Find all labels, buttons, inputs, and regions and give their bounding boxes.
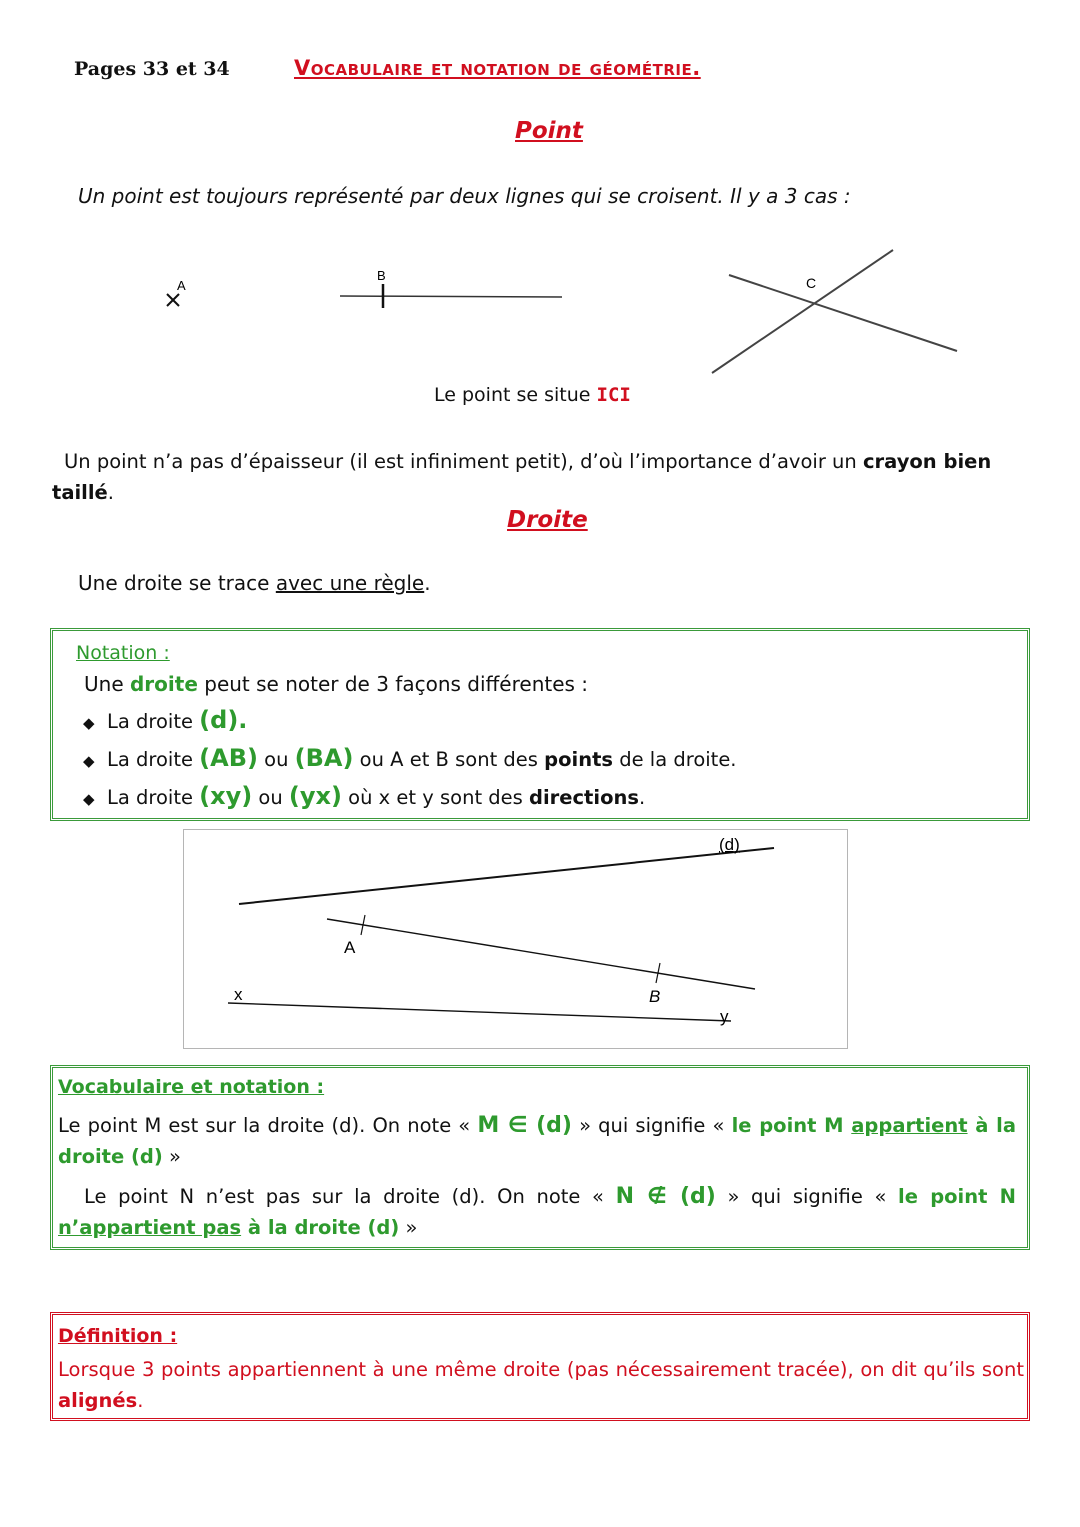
vocabulary-line-2 <box>58 1181 1016 1243</box>
vocabulary-line-1 <box>58 1110 1016 1172</box>
para-end: . <box>107 481 114 504</box>
vocabulary-heading: Vocabulaire et notation : <box>58 1076 325 1098</box>
bullet-icon: ◆ <box>83 714 95 732</box>
droite-rule <box>78 571 431 595</box>
definition-box <box>50 1312 1030 1421</box>
point-c-label: C <box>806 275 817 291</box>
item-end: . <box>638 786 646 809</box>
item-pre: La droite <box>107 748 200 771</box>
item-end: de la droite. <box>613 748 737 771</box>
point-section-title: Point <box>515 118 583 144</box>
vocab-line2-pre: Le point N n’est pas sur la droite (d). On note « <box>84 1185 616 1208</box>
droite-section-title: Droite <box>507 507 588 533</box>
line-d <box>239 848 774 904</box>
vocab-nappartient-pas: n’appartient pas <box>58 1216 242 1239</box>
definition-text <box>58 1354 1024 1416</box>
not-belongs-notation: N ∉ (d) <box>615 1184 716 1209</box>
item-mid: ou <box>252 786 289 809</box>
point-a-label-fig: A <box>344 938 356 957</box>
vocab-line1-end: » <box>162 1145 181 1168</box>
notation-intro-post: peut se noter de 3 façons différentes : <box>197 672 589 696</box>
list-item <box>83 701 737 739</box>
vocab-line1-green-end: à la droite (d) <box>58 1114 1016 1168</box>
vocab-appartient: appartient <box>851 1114 968 1137</box>
lines-figure <box>183 829 848 1049</box>
point-b-line <box>340 284 562 308</box>
line-d-label: (d) <box>719 835 740 854</box>
item-post: . <box>238 706 248 734</box>
para-bold: crayon bien taillé <box>52 450 992 504</box>
definition-body: Lorsque 3 points appartiennent à une même droite (pas nécessairement tracée), on dit qu’ils sont <box>58 1358 1024 1381</box>
definition-heading: Définition : <box>58 1325 178 1347</box>
item-notation: (xy) <box>199 782 253 810</box>
belongs-notation: M ∈ (d) <box>477 1113 572 1138</box>
vocab-line2-green-end: à la droite (d) <box>241 1216 400 1239</box>
rule-prefix: Une droite se trace <box>78 571 276 595</box>
list-item <box>83 777 737 815</box>
rule-underlined: avec une règle <box>275 571 425 595</box>
notation-intro-droite: droite <box>129 672 198 696</box>
line-ab <box>327 919 755 989</box>
vocab-line1-mid: » qui signifie « <box>571 1114 732 1137</box>
document-title: Vocabulaire et notation de géométrie. <box>294 56 701 80</box>
caption-prefix: Le point se situe <box>434 384 597 406</box>
notation-intro <box>84 672 588 696</box>
item-mid: ou <box>257 748 295 771</box>
notation-box <box>50 628 1030 821</box>
para-text: Un point n’a pas d’épaisseur (il est infiniment petit), d’où l’importance d’avoir un <box>64 450 863 473</box>
item-notation: (d) <box>199 706 239 734</box>
point-cases-figure <box>0 230 1080 380</box>
item-bold: points <box>544 748 614 771</box>
vocab-line1-green: le point M <box>731 1114 852 1137</box>
vocab-line1-pre: Le point M est sur la droite (d). On note « <box>58 1114 478 1137</box>
item-notation-alt: (BA) <box>294 744 354 772</box>
point-intro: Un point est toujours représenté par deux lignes qui se croisent. Il y a 3 cas : <box>78 184 851 208</box>
direction-y-label: y <box>720 1007 729 1026</box>
notation-intro-pre: Une <box>84 672 130 696</box>
vocabulary-box <box>50 1065 1030 1250</box>
rule-end: . <box>424 571 431 595</box>
point-b-label-fig: B <box>649 987 661 1006</box>
item-post: où x et y sont des <box>341 786 530 809</box>
point-a-label: A <box>177 278 186 293</box>
page-numbers: Pages 33 et 34 <box>74 58 230 80</box>
point-c-lines <box>712 250 957 373</box>
notation-heading: Notation : <box>76 642 170 664</box>
definition-end: . <box>137 1389 144 1412</box>
lines-figure-svg <box>184 830 847 1048</box>
item-bold: directions <box>529 786 639 809</box>
direction-x-label: x <box>234 985 243 1004</box>
point-caption <box>434 384 631 406</box>
item-pre: La droite <box>107 710 200 733</box>
bullet-icon: ◆ <box>83 752 95 770</box>
item-post: ou A et B sont des <box>353 748 545 771</box>
definition-alignes: alignés <box>58 1389 138 1412</box>
item-notation-alt: (yx) <box>288 782 342 810</box>
item-pre: La droite <box>107 786 200 809</box>
point-b-label: B <box>377 268 386 283</box>
item-notation: (AB) <box>199 744 258 772</box>
vocab-line2-end: » <box>399 1216 418 1239</box>
point-a-cross <box>167 294 179 306</box>
notation-list <box>83 701 737 815</box>
bullet-icon: ◆ <box>83 790 95 808</box>
caption-ici: ICI <box>596 384 631 406</box>
vocab-line2-green: le point N <box>898 1185 1016 1208</box>
point-paragraph <box>52 446 1028 508</box>
list-item <box>83 739 737 777</box>
vocab-line2-mid: » qui signifie « <box>715 1185 899 1208</box>
